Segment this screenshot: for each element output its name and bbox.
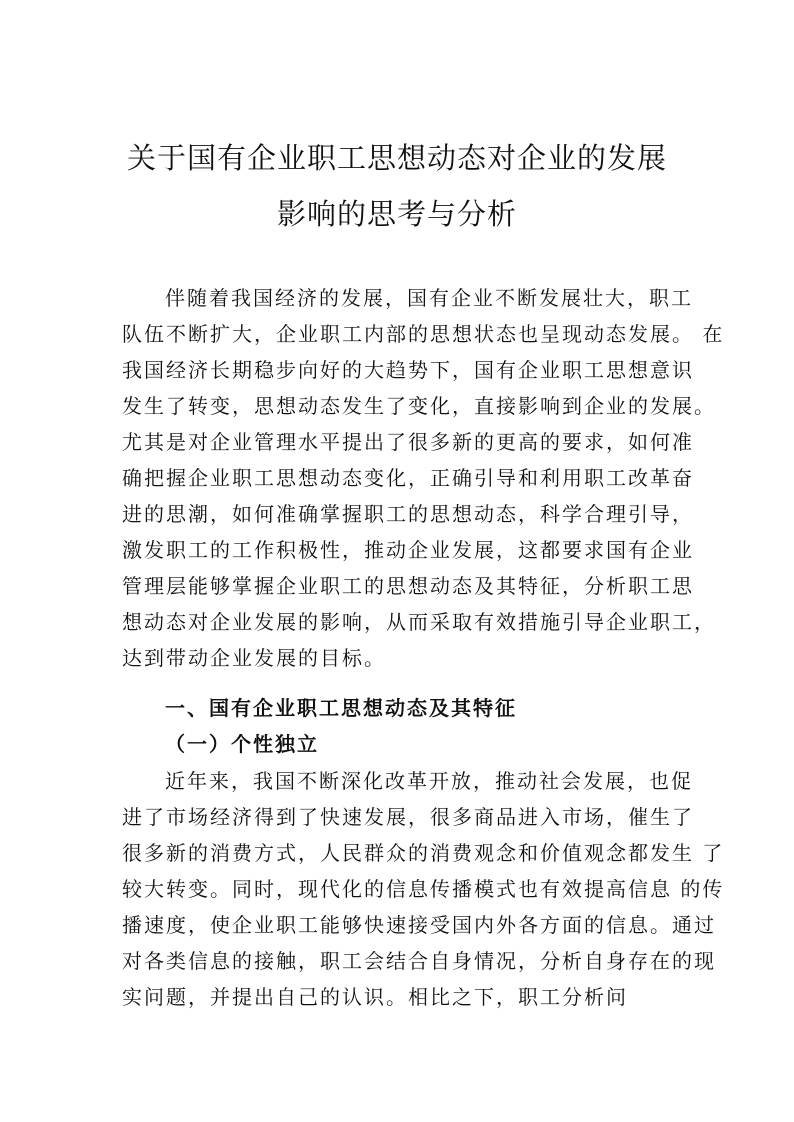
text-line: 较大转变。同时，现代化的信息传播模式也有效提高信息 的传	[122, 877, 725, 901]
text-line: 很多新的消费方式，人民群众的消费观念和价值观念都发生 了	[122, 841, 725, 865]
text-line: 伴随着我国经济的发展，国有企业不断发展壮大，职工	[165, 286, 693, 310]
subsection-heading: （一）个性独立	[165, 732, 319, 756]
text-line: 尤其是对企业管理水平提出了很多新的更高的要求，如何准	[122, 430, 694, 454]
text-line: 想动态对企业发展的影响，从而采取有效措施引导企业职工，	[122, 610, 716, 634]
text-line: 进的思潮，如何准确掌握职工的思想动态，科学合理引导，	[122, 502, 694, 526]
text-line: 激发职工的工作积极性，推动企业发展，这都要求国有企业	[122, 538, 694, 562]
text-line: 实问题，并提出自己的认识。相比之下，职工分析问	[122, 985, 628, 1009]
text-line: 播速度，使企业职工能够快速接受国内外各方面的信息。通过	[122, 913, 716, 937]
text-line: 队伍不断扩大，企业职工内部的思想状态也呈现动态发展。 在	[122, 322, 725, 346]
text-line: 我国经济长期稳步向好的大趋势下，国有企业职工思想意识	[122, 358, 694, 382]
title-line-1: 关于国有企业职工思想动态对企业的发展	[126, 141, 667, 175]
text-line: 管理层能够掌握企业职工的思想动态及其特征，分析职工思	[122, 574, 694, 598]
title-line-2: 影响的思考与分析	[276, 197, 517, 231]
text-line: 对各类信息的接触，职工会结合自身情况，分析自身存在的现	[122, 949, 716, 973]
text-line: 近年来，我国不断深化改革开放，推动社会发展，也促	[165, 769, 693, 793]
section-heading: 一、国有企业职工思想动态及其特征	[165, 696, 517, 720]
text-line: 发生了转变，思想动态发生了变化，直接影响到企业的发展。	[122, 394, 716, 418]
text-line: 达到带动企业发展的目标。	[122, 646, 386, 670]
text-line: 确把握企业职工思想动态变化，正确引导和利用职工改革奋	[122, 466, 694, 490]
text-line: 进了市场经济得到了快速发展，很多商品进入市场，催生了	[122, 805, 694, 829]
